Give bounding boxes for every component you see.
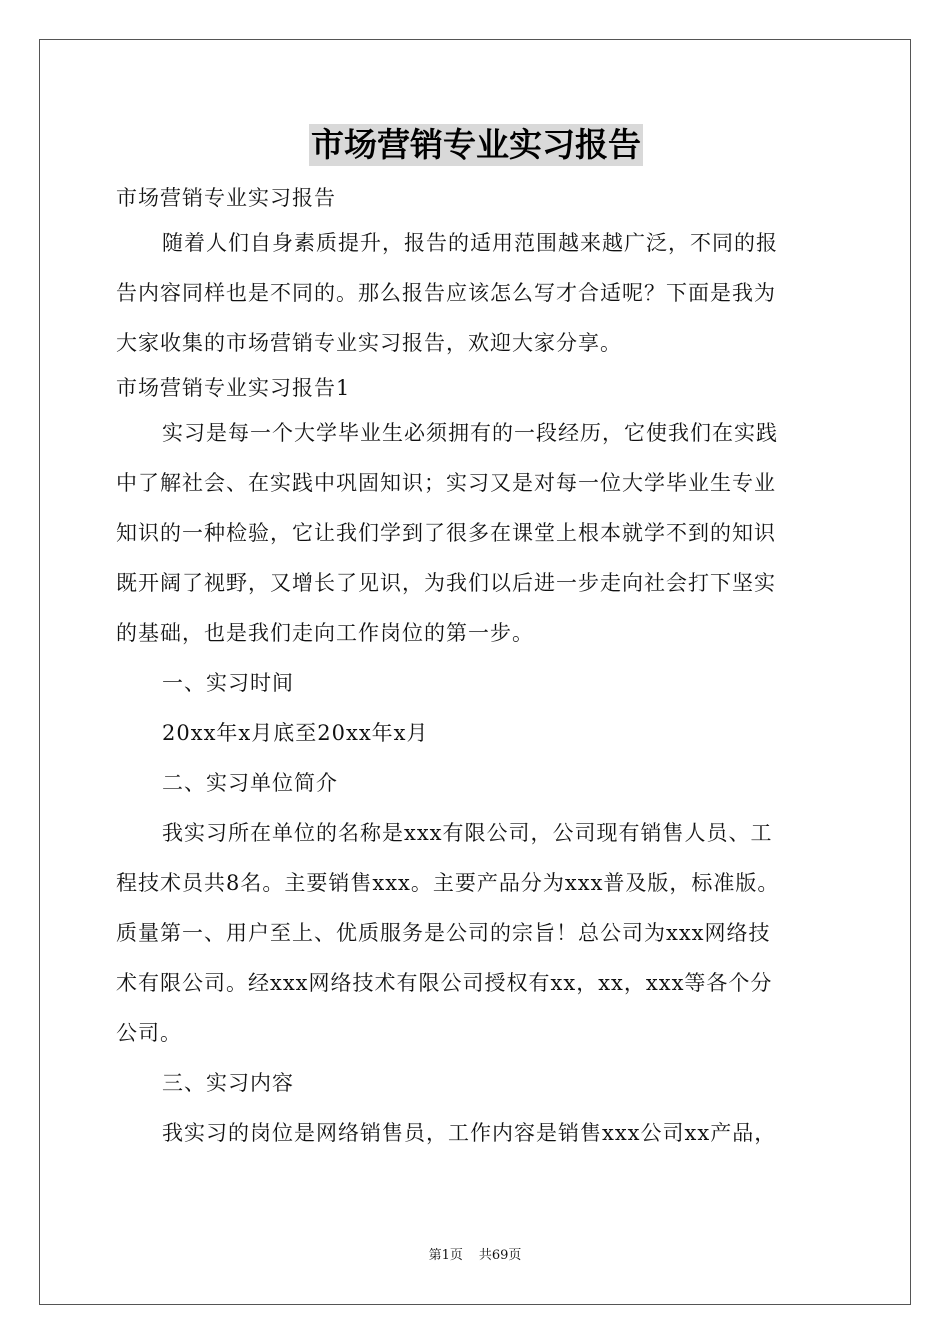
paragraph-line: 既开阔了视野，又增长了见识，为我们以后进一步走向社会打下坚实 <box>116 571 776 595</box>
paragraph-line: 我实习的岗位是网络销售员，工作内容是销售xxx公司xx产品， <box>162 1121 777 1145</box>
paragraph-line: 告内容同样也是不同的。那么报告应该怎么写才合适呢？下面是我为 <box>116 281 776 305</box>
paragraph-line: 知识的一种检验，它让我们学到了很多在课堂上根本就学不到的知识 <box>116 521 776 545</box>
page-footer <box>0 1244 950 1263</box>
section-heading: 二、实习单位简介 <box>162 771 338 795</box>
paragraph-line: 我实习所在单位的名称是xxx有限公司，公司现有销售人员、工 <box>162 821 773 845</box>
page-number: 第1页 <box>428 1248 463 1263</box>
paragraph-line: 质量第一、用户至上、优质服务是公司的宗旨！总公司为xxx网络技 <box>116 921 771 945</box>
document-title <box>116 124 836 168</box>
section-heading: 三、实习内容 <box>162 1071 294 1095</box>
document-title-text: 市场营销专业实习报告 <box>311 125 641 164</box>
paragraph-line: 的基础，也是我们走向工作岗位的第一步。 <box>116 621 534 645</box>
paragraph-line: 程技术员共8名。主要销售xxx。主要产品分为xxx普及版，标准版。 <box>116 871 780 895</box>
section-heading: 市场营销专业实习报告1 <box>116 376 351 400</box>
paragraph-line: 大家收集的市场营销专业实习报告，欢迎大家分享。 <box>116 331 622 355</box>
paragraph-line: 实习是每一个大学毕业生必须拥有的一段经历，它使我们在实践 <box>162 421 778 445</box>
document-body <box>116 124 836 1158</box>
paragraph-line: 20xx年x月底至20xx年x月 <box>162 721 429 745</box>
page-total: 共69页 <box>478 1248 522 1263</box>
paragraph-line: 公司。 <box>116 1021 182 1045</box>
paragraph-line: 随着人们自身素质提升，报告的适用范围越来越广泛，不同的报 <box>162 231 778 255</box>
paragraph-line: 市场营销专业实习报告 <box>116 186 336 210</box>
paragraph-line: 术有限公司。经xxx网络技术有限公司授权有xx，xx，xxx等各个分 <box>116 971 773 995</box>
paragraph-line: 中了解社会、在实践中巩固知识；实习又是对每一位大学毕业生专业 <box>116 471 776 495</box>
section-heading: 一、实习时间 <box>162 671 294 695</box>
